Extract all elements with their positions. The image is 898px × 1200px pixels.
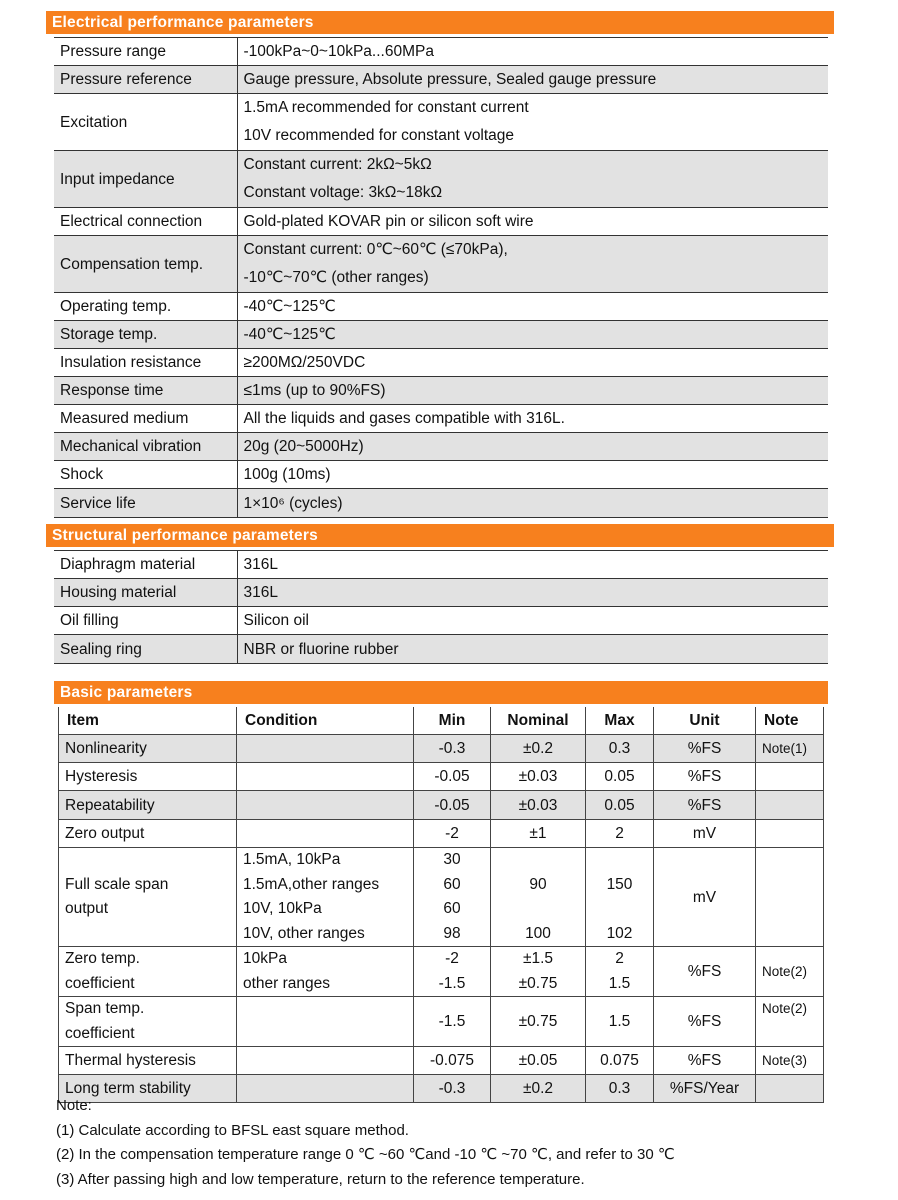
param-value: 20g (20~5000Hz) bbox=[237, 433, 828, 461]
unit-cell: %FS bbox=[654, 947, 756, 997]
electrical-section-title: Electrical performance parameters bbox=[46, 11, 834, 34]
param-value bbox=[237, 94, 828, 151]
min-cell: -0.05 bbox=[414, 791, 491, 820]
table-row bbox=[59, 997, 824, 1047]
note-cell: Note(1) bbox=[756, 735, 824, 763]
table-row bbox=[59, 820, 824, 848]
param-value: Silicon oil bbox=[237, 607, 828, 635]
table-row bbox=[59, 848, 824, 947]
table-row bbox=[54, 489, 828, 518]
table-row bbox=[54, 461, 828, 489]
note-cell: Note(2) bbox=[756, 947, 824, 997]
item-cell: Long term stability bbox=[59, 1075, 237, 1103]
nominal-cell: ±0.75 bbox=[491, 997, 586, 1047]
param-value: ≤1ms (up to 90%FS) bbox=[237, 377, 828, 405]
col-header-unit: Unit bbox=[654, 707, 756, 735]
nominal-cell: ±0.2 bbox=[491, 1075, 586, 1103]
table-row bbox=[54, 405, 828, 433]
notes-block bbox=[56, 1094, 675, 1192]
max-cell bbox=[586, 848, 654, 947]
param-label: Compensation temp. bbox=[54, 236, 237, 293]
min-line: -1.5 bbox=[438, 974, 466, 992]
structural-section-title: Structural performance parameters bbox=[46, 524, 834, 547]
table-row bbox=[54, 236, 828, 293]
nominal-cell: ±0.05 bbox=[491, 1047, 586, 1075]
nominal-cell: ±1 bbox=[491, 820, 586, 848]
param-label: Oil filling bbox=[54, 607, 237, 635]
note-cell bbox=[756, 820, 824, 848]
nominal-line: 90 bbox=[529, 875, 547, 893]
nominal-cell: ±0.03 bbox=[491, 791, 586, 820]
min-cell: -0.3 bbox=[414, 735, 491, 763]
max-line: 150 bbox=[606, 875, 633, 893]
note-cell bbox=[756, 763, 824, 791]
param-value: Gauge pressure, Absolute pressure, Sealed gauge pressure bbox=[237, 66, 828, 94]
note-1: (1) Calculate according to BFSL east square method. bbox=[56, 1121, 409, 1139]
unit-cell: mV bbox=[654, 848, 756, 947]
basic-section-title: Basic parameters bbox=[54, 681, 828, 704]
param-value-line: Constant current: 0℃~60℃ (≤70kPa), bbox=[243, 241, 508, 258]
table-row bbox=[54, 377, 828, 405]
param-label: Input impedance bbox=[54, 151, 237, 208]
table-row bbox=[54, 38, 828, 66]
param-label: Excitation bbox=[54, 94, 237, 151]
table-row bbox=[54, 607, 828, 635]
note-cell bbox=[756, 791, 824, 820]
max-line: 1.5 bbox=[608, 974, 631, 992]
param-label: Measured medium bbox=[54, 405, 237, 433]
table-row bbox=[59, 1047, 824, 1075]
param-label: Service life bbox=[54, 489, 237, 518]
condition-line: 10V, other ranges bbox=[243, 924, 365, 942]
table-row bbox=[59, 947, 824, 997]
note-cell bbox=[756, 848, 824, 947]
param-label: Diaphragm material bbox=[54, 551, 237, 579]
param-value: Gold-plated KOVAR pin or silicon soft wire bbox=[237, 208, 828, 236]
min-cell: -0.075 bbox=[414, 1047, 491, 1075]
nominal-cell bbox=[491, 848, 586, 947]
min-line: 60 bbox=[443, 900, 461, 917]
unit-cell: %FS bbox=[654, 1047, 756, 1075]
table-row bbox=[54, 551, 828, 579]
table-row bbox=[54, 208, 828, 236]
table-row bbox=[54, 433, 828, 461]
param-label: Shock bbox=[54, 461, 237, 489]
item-line: Span temp. bbox=[65, 1000, 145, 1017]
min-line: 98 bbox=[443, 924, 461, 942]
param-value-line: 10V recommended for constant voltage bbox=[243, 127, 515, 144]
param-value: -40℃~125℃ bbox=[237, 321, 828, 349]
item-line: coefficient bbox=[65, 974, 135, 992]
min-cell: -0.05 bbox=[414, 763, 491, 791]
nominal-cell: ±0.03 bbox=[491, 763, 586, 791]
col-header-note: Note bbox=[756, 707, 824, 735]
note-2: (2) In the compensation temperature range 0 ℃ ~60 ℃and -10 ℃ ~70 ℃, and refer to 30 ℃ bbox=[56, 1146, 675, 1163]
condition-line: other ranges bbox=[243, 974, 331, 992]
electrical-params-table bbox=[54, 37, 828, 518]
unit-cell: %FS bbox=[654, 763, 756, 791]
unit-cell: %FS bbox=[654, 997, 756, 1047]
condition-cell bbox=[237, 848, 414, 947]
col-header-condition: Condition bbox=[237, 707, 414, 735]
min-cell: -0.3 bbox=[414, 1075, 491, 1103]
param-value: 316L bbox=[237, 579, 828, 607]
nominal-cell bbox=[491, 947, 586, 997]
col-header-nominal: Nominal bbox=[491, 707, 586, 735]
param-value-line: Constant current: 2kΩ~5kΩ bbox=[243, 156, 432, 173]
item-line: Full scale span bbox=[65, 875, 169, 893]
table-row bbox=[54, 321, 828, 349]
condition-cell bbox=[237, 791, 414, 820]
param-value-line: 1.5mA recommended for constant current bbox=[243, 99, 529, 116]
condition-cell bbox=[237, 763, 414, 791]
param-value: NBR or fluorine rubber bbox=[237, 635, 828, 664]
max-cell bbox=[586, 947, 654, 997]
unit-cell: %FS bbox=[654, 735, 756, 763]
item-line: coefficient bbox=[65, 1024, 135, 1042]
condition-cell bbox=[237, 820, 414, 848]
item-cell: Nonlinearity bbox=[59, 735, 237, 763]
table-header-row bbox=[59, 707, 824, 735]
table-row bbox=[54, 293, 828, 321]
min-line: 30 bbox=[443, 851, 461, 868]
table-row bbox=[54, 635, 828, 664]
nominal-line: ±0.75 bbox=[518, 974, 558, 992]
param-value: -100kPa~0~10kPa...60MPa bbox=[237, 38, 828, 66]
nominal-line: ±1.5 bbox=[522, 950, 554, 967]
max-line: 2 bbox=[615, 950, 624, 967]
min-cell: -1.5 bbox=[414, 997, 491, 1047]
param-value bbox=[237, 151, 828, 208]
param-value: 100g (10ms) bbox=[237, 461, 828, 489]
item-cell bbox=[59, 997, 237, 1047]
param-label: Pressure range bbox=[54, 38, 237, 66]
condition-cell bbox=[237, 735, 414, 763]
table-row bbox=[54, 66, 828, 94]
param-value: 316L bbox=[237, 551, 828, 579]
param-value: 1×10⁶ (cycles) bbox=[237, 489, 828, 518]
param-value-line: -10℃~70℃ (other ranges) bbox=[243, 269, 429, 286]
col-header-min: Min bbox=[414, 707, 491, 735]
max-cell: 0.3 bbox=[586, 735, 654, 763]
basic-params-table bbox=[58, 707, 824, 1103]
item-line: output bbox=[65, 900, 109, 917]
structural-params-table bbox=[54, 550, 828, 664]
col-header-item: Item bbox=[59, 707, 237, 735]
nominal-cell: ±0.2 bbox=[491, 735, 586, 763]
table-row bbox=[59, 763, 824, 791]
param-label: Pressure reference bbox=[54, 66, 237, 94]
table-row bbox=[54, 349, 828, 377]
param-label: Response time bbox=[54, 377, 237, 405]
table-row bbox=[54, 579, 828, 607]
col-header-max: Max bbox=[586, 707, 654, 735]
condition-cell bbox=[237, 1047, 414, 1075]
table-row bbox=[59, 791, 824, 820]
max-cell: 0.05 bbox=[586, 791, 654, 820]
min-cell: -2 bbox=[414, 820, 491, 848]
max-cell: 0.3 bbox=[586, 1075, 654, 1103]
item-cell: Thermal hysteresis bbox=[59, 1047, 237, 1075]
min-line: 60 bbox=[443, 875, 461, 893]
unit-cell: mV bbox=[654, 820, 756, 848]
condition-cell bbox=[237, 997, 414, 1047]
table-row bbox=[54, 94, 828, 151]
note-cell bbox=[756, 1075, 824, 1103]
condition-line: 1.5mA,other ranges bbox=[243, 875, 380, 893]
param-value: -40℃~125℃ bbox=[237, 293, 828, 321]
param-label: Insulation resistance bbox=[54, 349, 237, 377]
max-cell: 2 bbox=[586, 820, 654, 848]
item-cell bbox=[59, 947, 237, 997]
param-label: Electrical connection bbox=[54, 208, 237, 236]
condition-line: 1.5mA, 10kPa bbox=[243, 851, 341, 868]
max-cell: 0.05 bbox=[586, 763, 654, 791]
table-row bbox=[54, 151, 828, 208]
unit-cell: %FS/Year bbox=[654, 1075, 756, 1103]
min-line: -2 bbox=[445, 950, 459, 967]
param-value: ≥200MΩ/250VDC bbox=[237, 349, 828, 377]
condition-line: 10kPa bbox=[243, 950, 287, 967]
max-cell: 0.075 bbox=[586, 1047, 654, 1075]
note-cell: Note(2) bbox=[756, 997, 824, 1047]
nominal-line: 100 bbox=[525, 924, 551, 942]
item-line: Zero temp. bbox=[65, 950, 140, 967]
max-cell: 1.5 bbox=[586, 997, 654, 1047]
param-label: Storage temp. bbox=[54, 321, 237, 349]
unit-cell: %FS bbox=[654, 791, 756, 820]
condition-cell bbox=[237, 947, 414, 997]
param-label: Sealing ring bbox=[54, 635, 237, 664]
param-value-line: Constant voltage: 3kΩ~18kΩ bbox=[243, 184, 443, 201]
item-cell: Zero output bbox=[59, 820, 237, 848]
condition-line: 10V, 10kPa bbox=[243, 900, 322, 917]
param-value bbox=[237, 236, 828, 293]
item-cell: Hysteresis bbox=[59, 763, 237, 791]
param-label: Operating temp. bbox=[54, 293, 237, 321]
item-cell: Repeatability bbox=[59, 791, 237, 820]
note-cell: Note(3) bbox=[756, 1047, 824, 1075]
param-label: Housing material bbox=[54, 579, 237, 607]
table-row bbox=[59, 735, 824, 763]
notes-heading: Note: bbox=[56, 1097, 92, 1114]
max-line: 102 bbox=[606, 924, 633, 942]
note-3: (3) After passing high and low temperature, return to the reference temperature. bbox=[56, 1170, 585, 1188]
min-cell bbox=[414, 947, 491, 997]
item-cell bbox=[59, 848, 237, 947]
param-label: Mechanical vibration bbox=[54, 433, 237, 461]
param-value: All the liquids and gases compatible with 316L. bbox=[237, 405, 828, 433]
min-cell bbox=[414, 848, 491, 947]
